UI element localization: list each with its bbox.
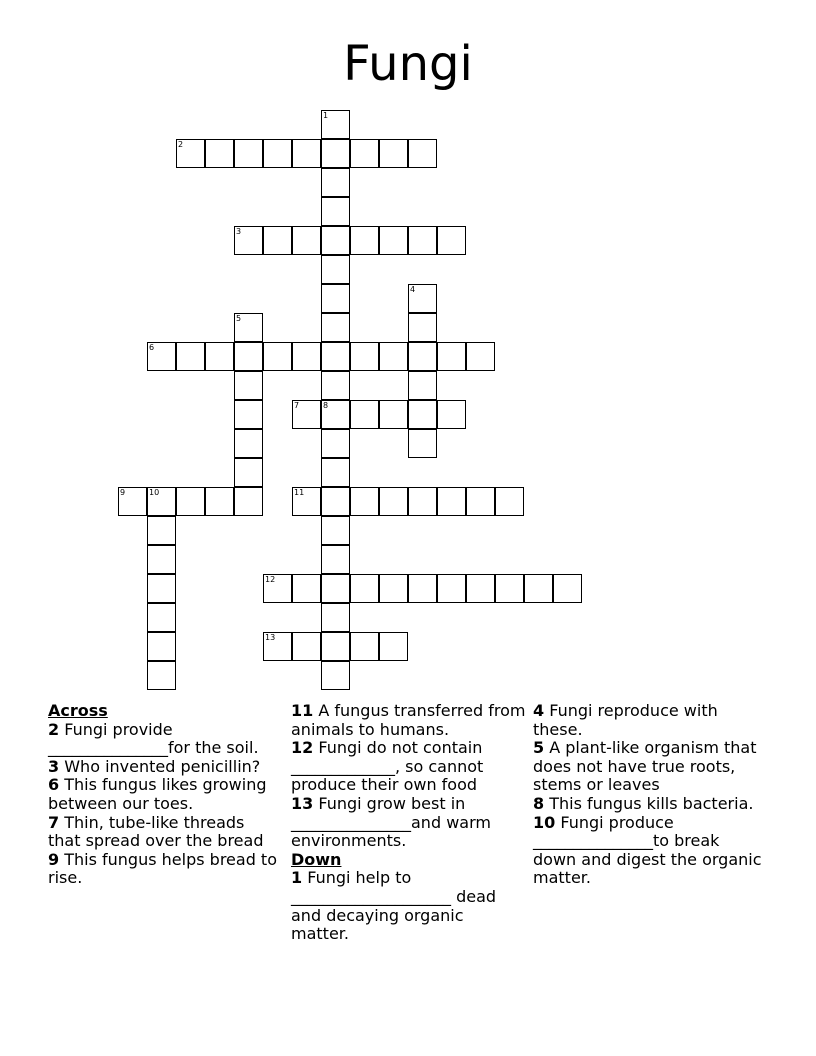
grid-cell[interactable] bbox=[495, 487, 524, 516]
grid-cell[interactable] bbox=[234, 313, 263, 342]
clue-text: Who invented penicillin? bbox=[64, 756, 261, 776]
cell-number: 9 bbox=[120, 488, 126, 497]
grid-cell[interactable] bbox=[234, 342, 263, 371]
grid-cell[interactable] bbox=[321, 197, 350, 226]
grid-cell[interactable] bbox=[350, 400, 379, 429]
cell-number: 10 bbox=[149, 488, 160, 497]
cell-number: 4 bbox=[410, 285, 416, 294]
grid-cell[interactable] bbox=[147, 342, 176, 371]
across-heading: Across bbox=[48, 701, 108, 720]
grid-cell[interactable] bbox=[176, 487, 205, 516]
grid-cell[interactable] bbox=[147, 661, 176, 690]
grid-cell[interactable] bbox=[321, 226, 350, 255]
grid-cell[interactable] bbox=[147, 632, 176, 661]
clue-number: 2 bbox=[48, 719, 60, 739]
grid-cell[interactable] bbox=[466, 487, 495, 516]
cell-number: 11 bbox=[294, 488, 305, 497]
grid-cell[interactable] bbox=[205, 342, 234, 371]
grid-cell[interactable] bbox=[379, 226, 408, 255]
grid-cell[interactable] bbox=[350, 139, 379, 168]
grid-cell[interactable] bbox=[321, 545, 350, 574]
grid-cell[interactable] bbox=[234, 458, 263, 487]
clue-text: Fungi reproduce with these. bbox=[533, 701, 718, 739]
grid-cell[interactable] bbox=[437, 226, 466, 255]
across-clue-list-continued bbox=[291, 702, 526, 851]
clue-text: Fungi grow best in _______________and warm environments. bbox=[291, 793, 491, 851]
down-clue bbox=[533, 814, 765, 888]
grid-cell[interactable] bbox=[321, 661, 350, 690]
grid-cell[interactable] bbox=[234, 429, 263, 458]
grid-cell[interactable] bbox=[263, 226, 292, 255]
clue-number: 12 bbox=[291, 738, 314, 758]
clue-number: 5 bbox=[533, 738, 545, 758]
grid-cell[interactable] bbox=[176, 139, 205, 168]
clue-number: 8 bbox=[533, 793, 545, 813]
grid-cell[interactable] bbox=[408, 487, 437, 516]
grid-cell[interactable] bbox=[292, 632, 321, 661]
grid-cell[interactable] bbox=[147, 545, 176, 574]
across-clue bbox=[291, 739, 526, 795]
clue-number: 7 bbox=[48, 812, 60, 832]
cell-number: 2 bbox=[178, 140, 184, 149]
grid-cell[interactable] bbox=[321, 284, 350, 313]
grid-cell[interactable] bbox=[350, 487, 379, 516]
clue-text: Thin, tube-like threads that spread over the bread bbox=[48, 812, 264, 851]
grid-cell[interactable] bbox=[379, 400, 408, 429]
grid-cell[interactable] bbox=[263, 139, 292, 168]
grid-cell[interactable] bbox=[408, 313, 437, 342]
grid-cell[interactable] bbox=[292, 400, 321, 429]
clue-text: Fungi do not contain _____________, so cannot produce their own food bbox=[291, 738, 484, 795]
down-clue bbox=[533, 795, 765, 814]
down-clue bbox=[533, 702, 765, 739]
grid-cell[interactable] bbox=[321, 429, 350, 458]
across-clue bbox=[48, 776, 280, 813]
cell-number: 13 bbox=[265, 633, 276, 642]
grid-cell[interactable] bbox=[408, 139, 437, 168]
cell-number: 5 bbox=[236, 314, 242, 323]
clue-text: This fungus helps bread to rise. bbox=[48, 849, 277, 888]
down-clue bbox=[533, 739, 765, 795]
grid-cell[interactable] bbox=[321, 371, 350, 400]
page-title: Fungi bbox=[343, 36, 473, 92]
cell-number: 12 bbox=[265, 575, 276, 584]
grid-cell[interactable] bbox=[118, 487, 147, 516]
grid-cell[interactable] bbox=[437, 487, 466, 516]
grid-cell[interactable] bbox=[408, 342, 437, 371]
grid-cell[interactable] bbox=[379, 632, 408, 661]
grid-cell[interactable] bbox=[234, 139, 263, 168]
grid-cell[interactable] bbox=[553, 574, 582, 603]
grid-cell[interactable] bbox=[321, 603, 350, 632]
grid-cell[interactable] bbox=[321, 342, 350, 371]
grid-cell[interactable] bbox=[408, 371, 437, 400]
across-clue bbox=[48, 721, 280, 758]
clue-column-1 bbox=[48, 702, 280, 888]
clue-text: Fungi help to ____________________ dead and decaying organic matter. bbox=[291, 868, 497, 944]
grid-cell[interactable] bbox=[176, 342, 205, 371]
clue-text: This fungus likes growing between our toes. bbox=[48, 775, 267, 813]
grid-cell[interactable] bbox=[321, 458, 350, 487]
grid-cell[interactable] bbox=[147, 516, 176, 545]
across-clue bbox=[291, 702, 526, 739]
grid-cell[interactable] bbox=[379, 139, 408, 168]
clue-number: 6 bbox=[48, 775, 60, 795]
grid-cell[interactable] bbox=[234, 400, 263, 429]
grid-cell[interactable] bbox=[408, 429, 437, 458]
grid-cell[interactable] bbox=[292, 574, 321, 603]
clue-number: 1 bbox=[291, 868, 303, 888]
clue-number: 13 bbox=[291, 793, 314, 813]
clue-text: Fungi produce _______________to break down and digest the organic matter. bbox=[533, 812, 762, 888]
grid-cell[interactable] bbox=[466, 342, 495, 371]
clue-text: A fungus transferred from animals to humans. bbox=[291, 701, 526, 739]
grid-cell[interactable] bbox=[234, 371, 263, 400]
grid-cell[interactable] bbox=[466, 574, 495, 603]
across-clue-list bbox=[48, 721, 280, 888]
grid-cell[interactable] bbox=[147, 487, 176, 516]
cell-number: 3 bbox=[236, 227, 242, 236]
clue-number: 3 bbox=[48, 756, 60, 776]
across-clue bbox=[48, 851, 280, 888]
clue-number: 10 bbox=[533, 812, 556, 832]
grid-cell[interactable] bbox=[205, 487, 234, 516]
grid-cell[interactable] bbox=[321, 313, 350, 342]
grid-cell[interactable] bbox=[321, 168, 350, 197]
grid-cell[interactable] bbox=[408, 284, 437, 313]
clue-number: 9 bbox=[48, 849, 60, 869]
grid-cell[interactable] bbox=[292, 139, 321, 168]
grid-cell[interactable] bbox=[321, 487, 350, 516]
clue-column-3 bbox=[533, 702, 765, 888]
across-clue bbox=[48, 814, 280, 851]
grid-cell[interactable] bbox=[495, 574, 524, 603]
grid-cell[interactable] bbox=[321, 632, 350, 661]
grid-cell[interactable] bbox=[292, 342, 321, 371]
grid-cell[interactable] bbox=[292, 226, 321, 255]
grid-cell[interactable] bbox=[263, 342, 292, 371]
grid-cell[interactable] bbox=[292, 487, 321, 516]
clue-number: 11 bbox=[291, 701, 314, 720]
clue-column-2 bbox=[291, 702, 526, 944]
down-heading: Down bbox=[291, 849, 342, 869]
grid-cell[interactable] bbox=[379, 342, 408, 371]
grid-cell[interactable] bbox=[321, 574, 350, 603]
grid-cell[interactable] bbox=[408, 574, 437, 603]
grid-cell[interactable] bbox=[350, 632, 379, 661]
down-clue bbox=[291, 869, 526, 943]
grid-cell[interactable] bbox=[321, 110, 350, 139]
grid-cell[interactable] bbox=[321, 516, 350, 545]
grid-cell[interactable] bbox=[263, 574, 292, 603]
grid-cell[interactable] bbox=[321, 255, 350, 284]
cell-number: 1 bbox=[323, 111, 329, 120]
grid-cell[interactable] bbox=[350, 574, 379, 603]
grid-cell[interactable] bbox=[379, 487, 408, 516]
clue-text: Fungi provide _______________for the soil. bbox=[48, 719, 259, 758]
clue-number: 4 bbox=[533, 701, 545, 720]
cell-number: 7 bbox=[294, 401, 300, 410]
grid-cell[interactable] bbox=[379, 574, 408, 603]
down-clue-list-continued bbox=[533, 702, 765, 888]
grid-cell[interactable] bbox=[147, 603, 176, 632]
across-clue bbox=[48, 758, 280, 777]
cell-number: 8 bbox=[323, 401, 329, 410]
grid-cell[interactable] bbox=[321, 400, 350, 429]
grid-cell[interactable] bbox=[234, 487, 263, 516]
grid-cell[interactable] bbox=[437, 400, 466, 429]
grid-cell[interactable] bbox=[437, 574, 466, 603]
grid-cell[interactable] bbox=[437, 342, 466, 371]
grid-cell[interactable] bbox=[263, 632, 292, 661]
across-clue bbox=[291, 795, 526, 851]
grid-cell[interactable] bbox=[321, 139, 350, 168]
grid-cell[interactable] bbox=[350, 226, 379, 255]
grid-cell[interactable] bbox=[147, 574, 176, 603]
cell-number: 6 bbox=[149, 343, 155, 352]
down-clue-list bbox=[291, 869, 526, 943]
grid-cell[interactable] bbox=[408, 400, 437, 429]
grid-cell[interactable] bbox=[524, 574, 553, 603]
grid-cell[interactable] bbox=[350, 342, 379, 371]
grid-cell[interactable] bbox=[408, 226, 437, 255]
grid-cell[interactable] bbox=[234, 226, 263, 255]
clue-text: A plant-like organism that does not have true roots, stems or leaves bbox=[533, 738, 757, 795]
clue-text: This fungus kills bacteria. bbox=[549, 793, 754, 813]
grid-cell[interactable] bbox=[205, 139, 234, 168]
